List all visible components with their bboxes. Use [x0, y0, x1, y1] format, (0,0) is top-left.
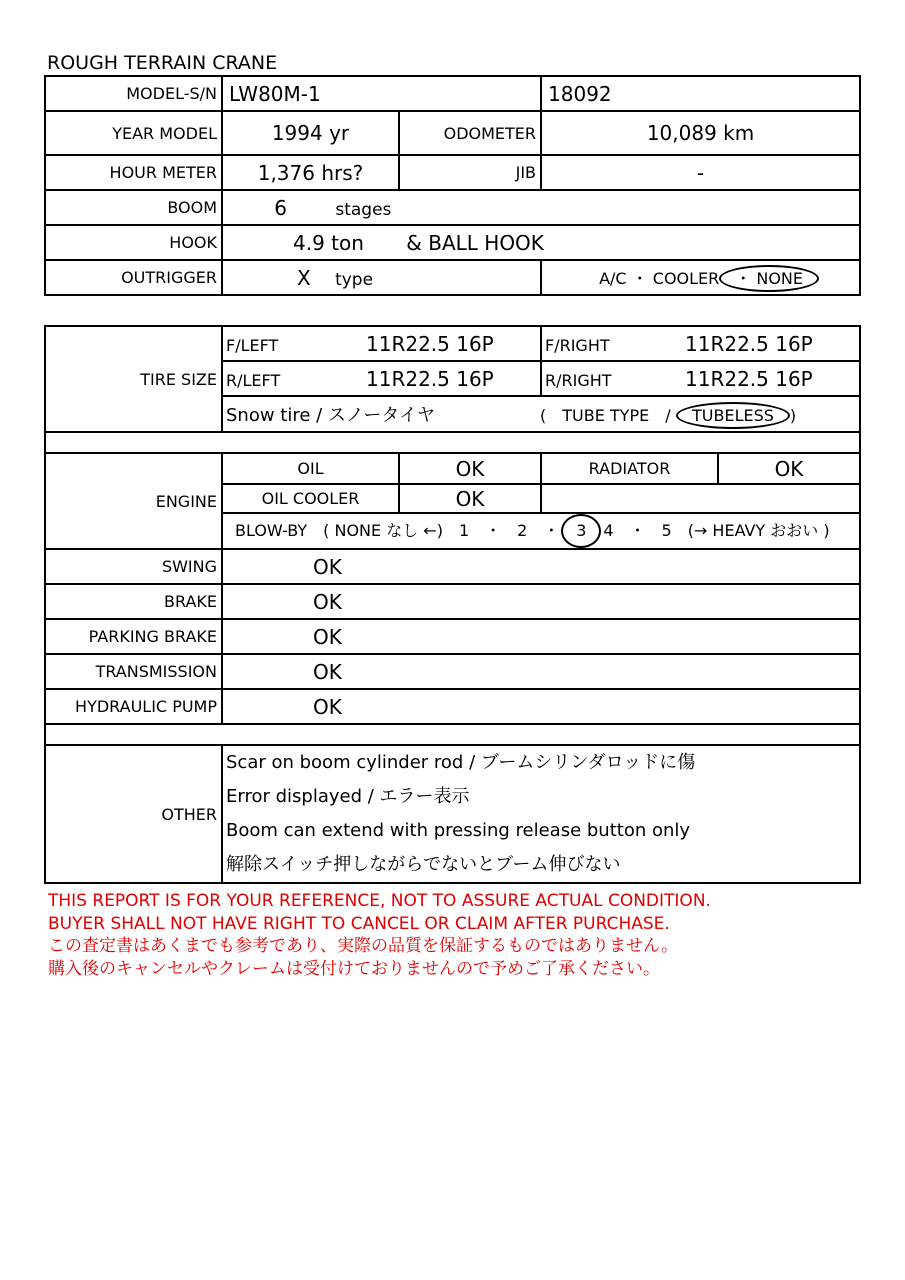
disclaimer-line: BUYER SHALL NOT HAVE RIGHT TO CANCEL OR CLAIM AFTER PURCHASE. — [48, 913, 670, 934]
tube-selected: TUBELESS — [676, 402, 790, 429]
swing-label: SWING — [45, 549, 222, 584]
tire-fl-label: F/LEFT — [226, 335, 279, 355]
oil-cooler-empty — [541, 484, 860, 513]
boom-unit: stages — [335, 199, 392, 220]
ac-selected: ・ NONE — [719, 265, 819, 292]
oil-cooler-value: OK — [399, 484, 541, 513]
blow-by-suffix: 4 ・ 5 (→ HEAVY おおい ) — [603, 521, 830, 540]
outrigger-x: X — [297, 265, 311, 290]
tire-fl-value: 11R22.5 16P — [366, 331, 494, 356]
tire-size-label: TIRE SIZE — [45, 326, 222, 432]
tire-rl — [222, 361, 541, 396]
odometer-label: ODOMETER — [399, 111, 541, 155]
spacer-row — [45, 724, 860, 745]
other-note: Scar on boom cylinder rod / ブームシリンダロッドに傷 — [226, 752, 696, 773]
radiator-value: OK — [718, 453, 860, 484]
other-note: Boom can extend with pressing release button only — [226, 820, 691, 841]
parking-brake-label: PARKING BRAKE — [45, 619, 222, 654]
tire-fr-value: 11R22.5 16P — [685, 331, 813, 356]
hydraulic-pump-label: HYDRAULIC PUMP — [45, 689, 222, 724]
odometer-value: 10,089 km — [541, 111, 860, 155]
ac-options: A/C ・ COOLER — [599, 269, 720, 288]
hook-ton: 4.9 ton — [293, 230, 364, 255]
tire-rr — [541, 361, 860, 396]
radiator-label: RADIATOR — [541, 453, 718, 484]
other-notes — [222, 745, 860, 883]
tire-fr — [541, 326, 860, 361]
ac-cell — [541, 260, 860, 295]
inspection-table — [44, 325, 861, 884]
tire-fl — [222, 326, 541, 361]
boom-value — [222, 190, 860, 225]
disclaimer-line: 購入後のキャンセルやクレームは受付けておりませんので予めご了承ください。 — [48, 958, 660, 979]
machine-info-table — [44, 75, 861, 296]
spacer-row — [45, 432, 860, 453]
blow-by — [222, 513, 860, 549]
hydraulic-pump-value: OK — [222, 689, 860, 724]
hour-meter-value: 1,376 hrs? — [222, 155, 399, 190]
tire-fr-label: F/RIGHT — [545, 335, 610, 355]
brake-value: OK — [222, 584, 860, 619]
other-note: 解除スイッチ押しながらでないとブーム伸びない — [226, 854, 621, 875]
model-label: MODEL-S/N — [45, 76, 222, 111]
tire-type — [222, 396, 860, 432]
year-label: YEAR MODEL — [45, 111, 222, 155]
tube-close: ) — [789, 406, 797, 425]
boom-count: 6 — [274, 195, 287, 220]
engine-label: ENGINE — [45, 453, 222, 549]
brake-label: BRAKE — [45, 584, 222, 619]
other-note: Error displayed / エラー表示 — [226, 786, 470, 807]
hour-meter-label: HOUR METER — [45, 155, 222, 190]
tire-rl-label: R/LEFT — [226, 370, 281, 390]
tire-rl-value: 11R22.5 16P — [366, 366, 494, 391]
parking-brake-value: OK — [222, 619, 860, 654]
transmission-label: TRANSMISSION — [45, 654, 222, 689]
tire-rr-value: 11R22.5 16P — [685, 366, 813, 391]
outrigger-value — [222, 260, 541, 295]
outrigger-label: OUTRIGGER — [45, 260, 222, 295]
blow-by-selected: 3 — [561, 514, 601, 548]
tube-options: ( TUBE TYPE / — [540, 406, 671, 425]
disclaimer-line: THIS REPORT IS FOR YOUR REFERENCE, NOT TO ASSURE ACTUAL CONDITION. — [48, 891, 711, 911]
page-title: ROUGH TERRAIN CRANE — [47, 52, 278, 74]
other-label: OTHER — [45, 745, 222, 883]
disclaimer-line: この査定書はあくまでも参考であり、実際の品質を保証するものではありません。 — [48, 936, 679, 956]
swing-value: OK — [222, 549, 860, 584]
oil-label: OIL — [222, 453, 399, 484]
tire-rr-label: R/RIGHT — [545, 370, 612, 390]
model-value: LW80M-1 — [222, 76, 541, 111]
snow-tire: Snow tire / スノータイヤ — [226, 405, 436, 426]
disclaimer-notice — [48, 890, 711, 980]
jib-label: JIB — [399, 155, 541, 190]
serial-value: 18092 — [541, 76, 860, 111]
hook-label: HOOK — [45, 225, 222, 260]
hook-value — [222, 225, 860, 260]
boom-label: BOOM — [45, 190, 222, 225]
jib-value: - — [541, 155, 860, 190]
hook-type: & BALL HOOK — [406, 230, 544, 255]
oil-cooler-label: OIL COOLER — [222, 484, 399, 513]
oil-value: OK — [399, 453, 541, 484]
year-value: 1994 yr — [222, 111, 399, 155]
blow-by-prefix: BLOW-BY ( NONE なし ←) 1 ・ 2 ・ — [235, 521, 560, 540]
outrigger-type: type — [335, 269, 374, 290]
transmission-value: OK — [222, 654, 860, 689]
